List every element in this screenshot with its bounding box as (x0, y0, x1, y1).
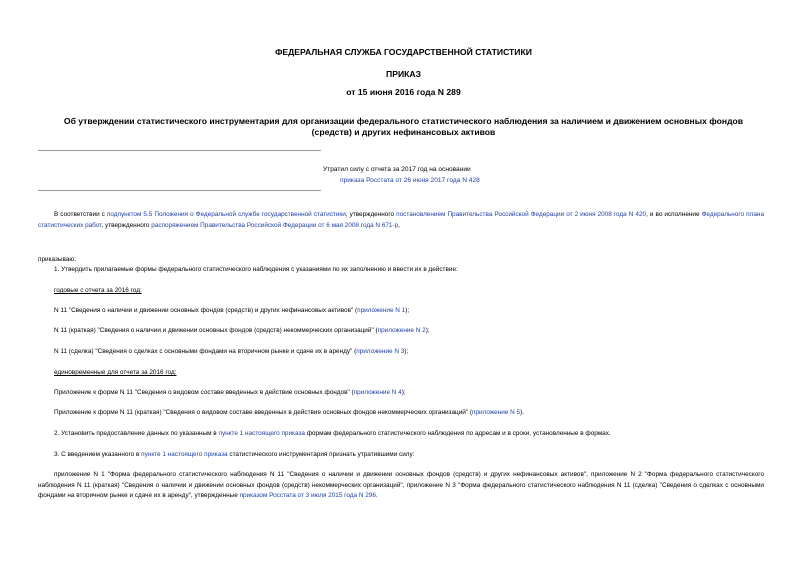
form-2-end: ); (425, 327, 430, 334)
onetime-heading-row (38, 368, 764, 379)
document-title: Об утверждении статистического инструментария для организации федерального статистического наблюдения за наличием и движением основных фондов (средств) и других нефинансовых активов (63, 116, 744, 137)
item-3 (38, 450, 764, 461)
item-3-list-text: приложение N 1 "Форма федерального статистического наблюдения N 11 "Сведения о наличии и движении основных фондов (средств) и других нефинансовых активов", приложение N 2 "Форма федерального статистического наблюдения N 11 (краткая) "Сведения о наличии и движении основных фондов (средств) некоммерческих организаций", приложение N 3 "Форма федерального статистического наблюдения N 11 (сделка) "Сведения о сделках с основными фондами на вторичном рынке и сдаче их в аренду", утвержденные (38, 471, 764, 500)
form-2-line (38, 326, 764, 337)
preamble-text-2: , утвержденного (345, 211, 397, 218)
item-2-text-2: формам федерального статистического наблюдения по адресам и в сроки, установленные в формах. (304, 430, 611, 437)
link-government-order[interactable]: распоряжением Правительства Российской Федерации от 6 мая 2008 года N 671-р (151, 221, 399, 229)
preamble-text-4: , утвержденного (101, 221, 152, 229)
preamble-text-1: В соответствии с (54, 211, 107, 218)
preamble-paragraph (38, 210, 764, 231)
form-4-line (38, 388, 764, 399)
lost-force-text: Утратил силу с отчета за 2017 год на основании (323, 166, 471, 173)
link-appendix-5[interactable]: приложение N 5 (472, 409, 521, 416)
divider-top (38, 150, 321, 151)
item-2-text-1: 2. Установить предоставление данных по указанным в (54, 430, 219, 437)
item-3-list-end: . (375, 492, 378, 500)
form-2-text: N 11 (краткая) "Сведения о наличии и движении основных фондов (средств) некоммерческих организаций" ( (54, 327, 378, 334)
form-1-text: N 11 "Сведения о наличии и движении основных фондов (средств) и других нефинансовых активов" ( (54, 307, 358, 314)
document-date-number: от 15 июня 2016 года N 289 (346, 87, 461, 97)
onetime-heading: единовременные для отчета за 2016 год: (54, 369, 177, 376)
form-5-line (38, 408, 764, 419)
link-appendix-2[interactable]: приложение N 2 (377, 327, 426, 334)
form-3-text: N 11 (сделка) "Сведения о сделках с основными фондами на вторичном рынке и сдаче их в аренду" ( (54, 348, 357, 355)
annual-heading: годовые с отчета за 2016 год: (54, 287, 142, 294)
preamble-text-5: , (398, 221, 400, 229)
item-3-list (38, 470, 764, 502)
organization-title: ФЕДЕРАЛЬНАЯ СЛУЖБА ГОСУДАРСТВЕННОЙ СТАТИСТИКИ (275, 47, 532, 57)
link-rosstat-order-296[interactable]: приказом Росстата от 3 июля 2015 года N 296 (239, 492, 376, 500)
item-2 (38, 429, 764, 440)
form-4-end: ); (401, 389, 406, 396)
form-5-text: Приложение к форме N 11 (краткая) "Сведения о видовом составе введенных в действие основных фондов некоммерческих организаций" ( (54, 409, 473, 416)
form-1-line (38, 306, 764, 317)
item-1: 1. Утвердить прилагаемые формы федерального статистического наблюдения с указаниями по их заполнению и ввести их в действие: (54, 266, 458, 273)
preamble-text-3: , и во исполнение (646, 211, 702, 218)
item-3-text-1: 3. С введением указанного в (54, 451, 142, 458)
link-clause-1-item-2[interactable]: пункте 1 настоящего приказа (218, 430, 305, 437)
form-1-end: ); (405, 307, 410, 314)
form-3-line (38, 347, 764, 358)
document-type: ПРИКАЗ (386, 69, 421, 79)
lost-force-link[interactable]: приказа Росстата от 26 июня 2017 года N 428 (340, 177, 480, 184)
form-4-text: Приложение к форме N 11 "Сведения о видовом составе введенных в действие основных фондов" ( (54, 389, 354, 396)
annual-heading-row (38, 286, 764, 297)
lost-force-note (323, 164, 480, 186)
orders-word: приказываю: (38, 256, 76, 263)
item-3-text-2: статистического инструментария признать утратившими силу: (227, 451, 415, 458)
link-regulation-clause[interactable]: подпунктом 5.5 Положения о Федеральной службе государственной статистики (106, 211, 346, 218)
link-appendix-3[interactable]: приложение N 3 (356, 348, 405, 355)
link-government-decree[interactable]: постановлением Правительства Российской Федерации от 2 июня 2008 года N 420 (396, 211, 647, 218)
divider-bottom (38, 190, 321, 191)
link-federal-plan[interactable]: Федерального плана статистических работ (38, 211, 764, 229)
link-appendix-1[interactable]: приложение N 1 (357, 307, 406, 314)
form-3-end: ); (404, 348, 409, 355)
link-clause-1-item-3[interactable]: пункте 1 настоящего приказа (141, 451, 228, 458)
form-5-end: ). (520, 409, 524, 416)
link-appendix-4[interactable]: приложение N 4 (353, 389, 402, 396)
